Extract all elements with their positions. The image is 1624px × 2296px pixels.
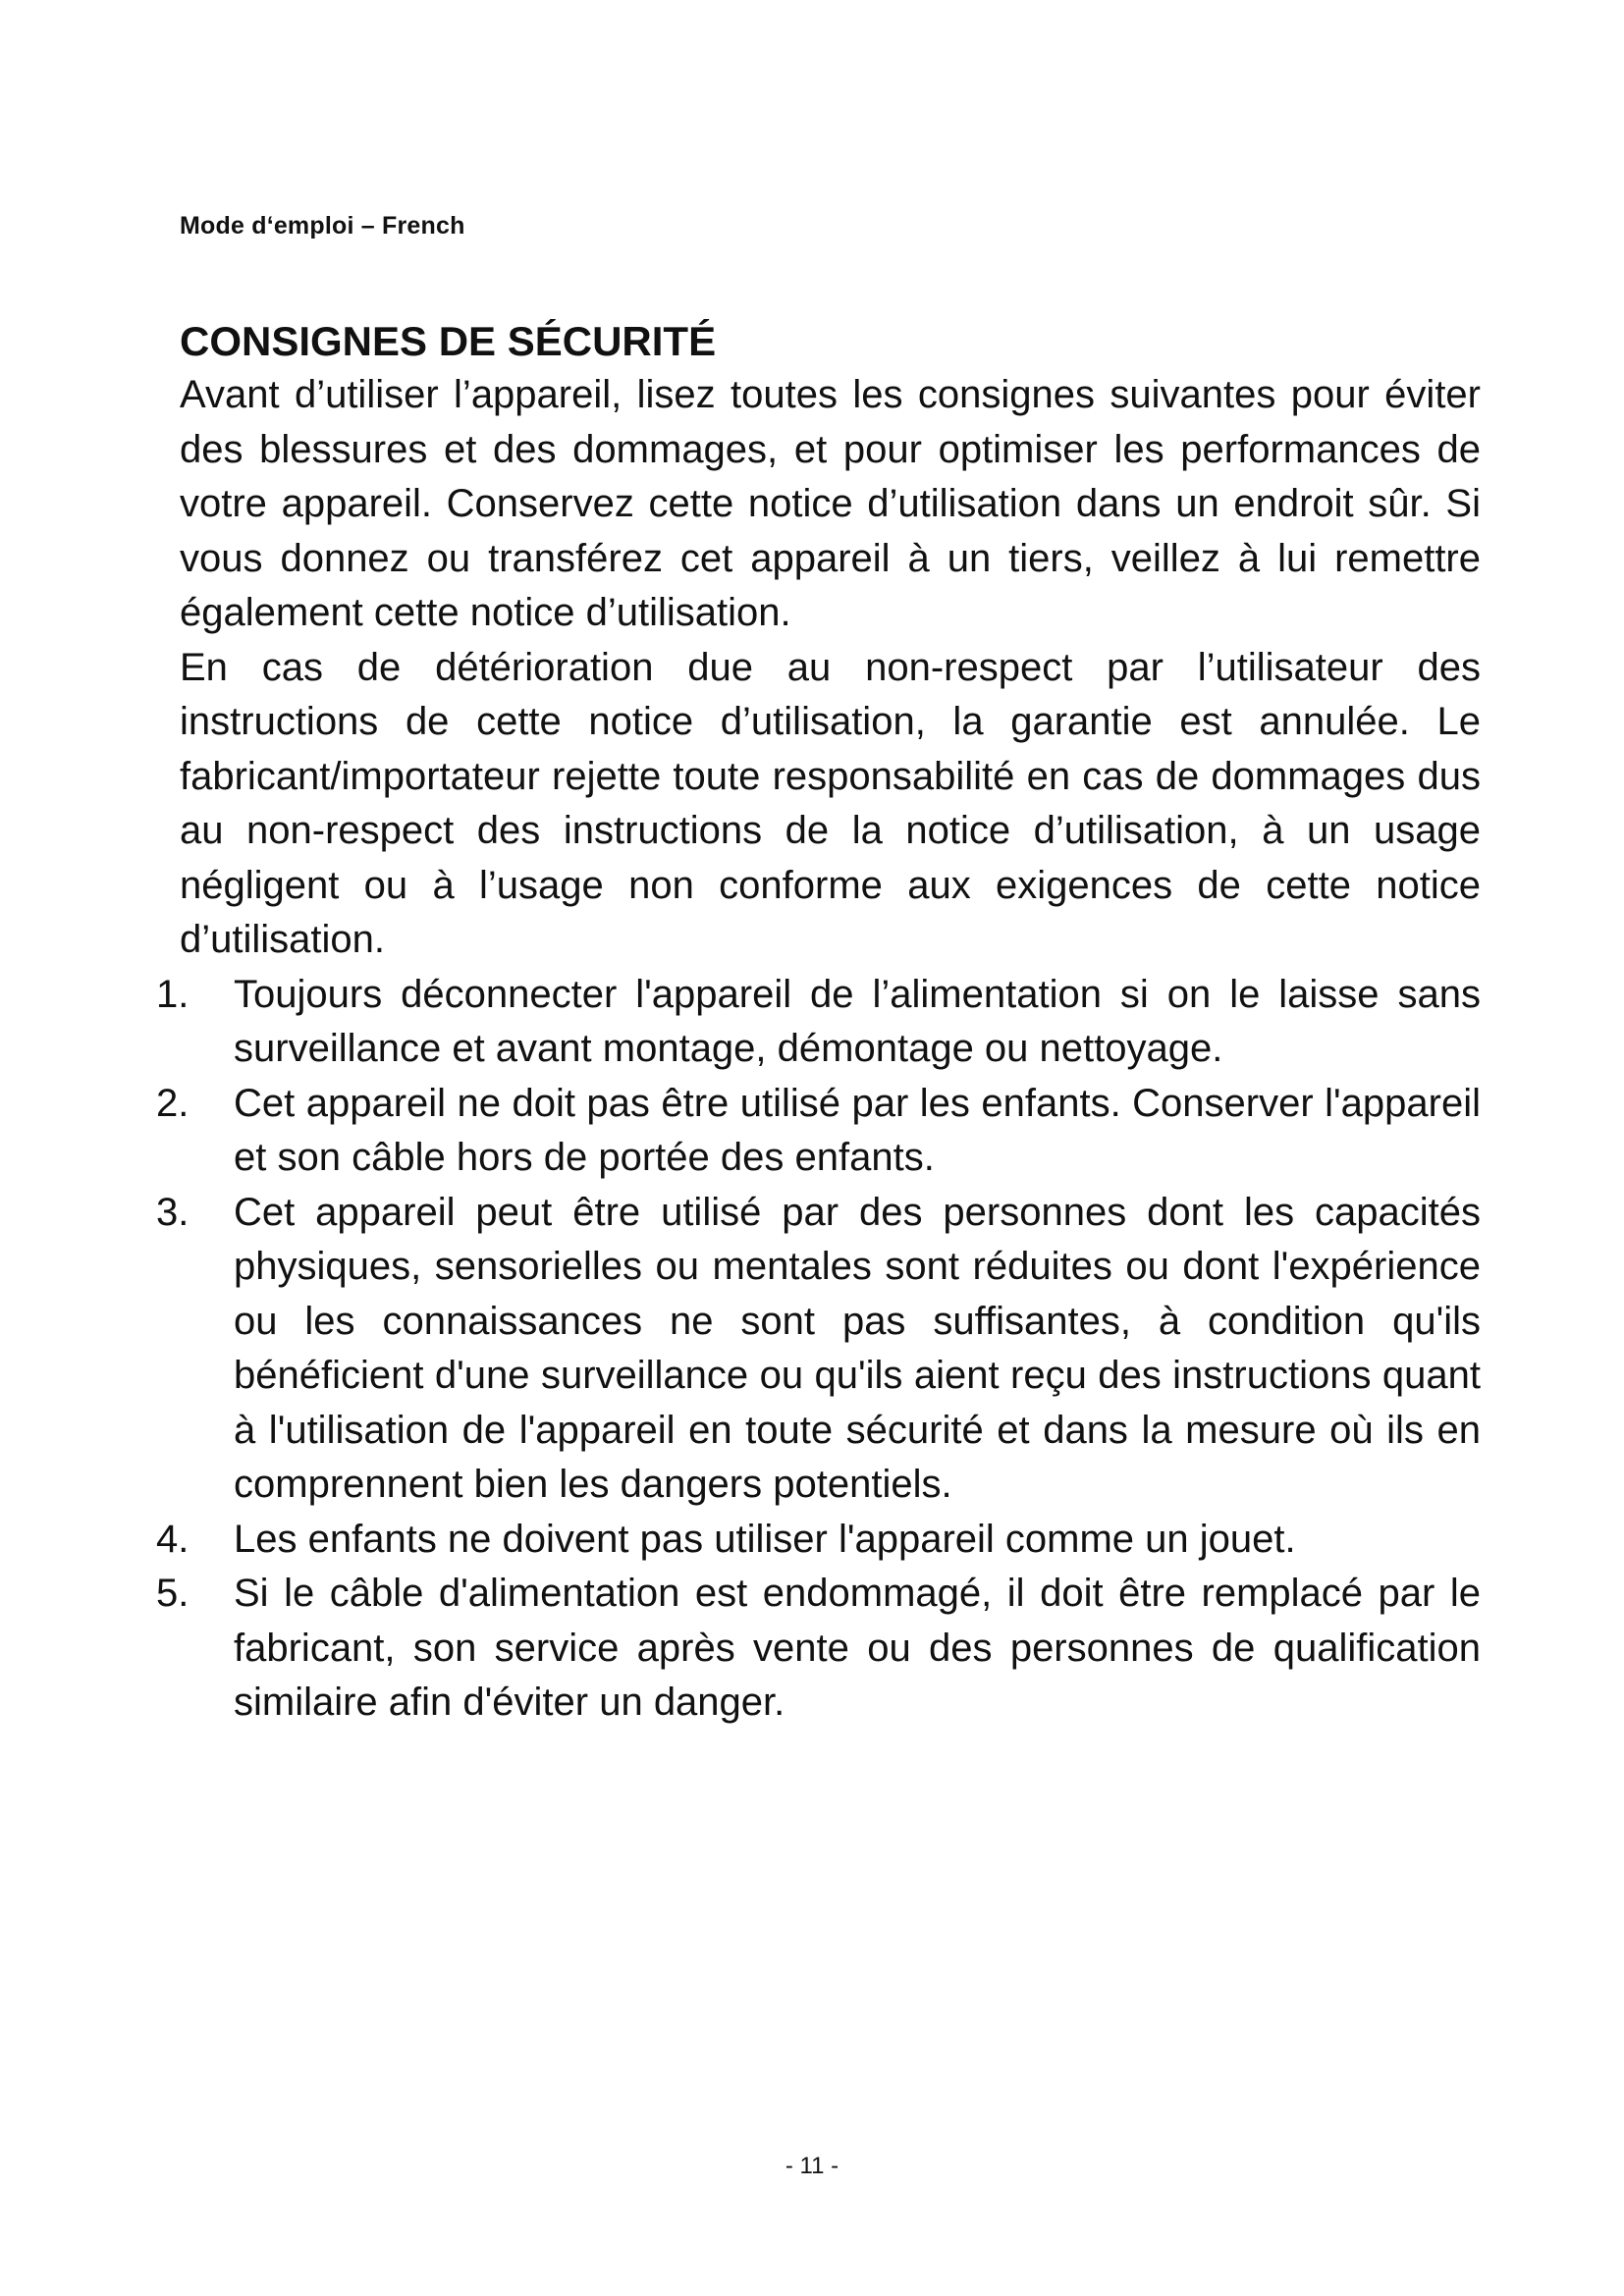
page-number: - 11 - [785,2153,839,2179]
list-item [156,968,1481,1077]
list-item [156,1077,1481,1186]
list-item-number: 1. [156,972,189,1016]
list-item-text: Toujours déconnecter l'appareil de l’alimentation si on le laisse sans surveillance et avant montage, démontage ou nettoyage. [234,972,1481,1070]
warranty-paragraph: En cas de détérioration due au non-respect par l’utilisateur des instructions de cette notice d’utilisation, la garantie est annulée. Le fabricant/importateur rejette toute responsabilité en cas de dommages dus au non-respect des instructions de la notice d’utilisation, à un usage négligent ou à l’usage non conforme aux exigences de cette notice d’utilisation. [180,645,1481,961]
section-title: CONSIGNES DE SÉCURITÉ [180,318,717,364]
list-item-number: 2. [156,1081,189,1125]
list-item [156,1567,1481,1731]
list-item-number: 5. [156,1572,189,1615]
safety-instructions-list [156,968,1481,1731]
list-item-text: Si le câble d'alimentation est endommagé, il doit être remplacé par le fabricant, son service après vente ou des personnes de qualification similaire afin d'éviter un danger. [234,1572,1481,1724]
list-item [156,1513,1481,1568]
document-header-label: Mode d‘emploi – French [180,212,465,240]
safety-section [156,314,1481,1731]
list-item-text: Les enfants ne doivent pas utiliser l'appareil comme un jouet. [234,1517,1296,1561]
list-item-number: 4. [156,1517,189,1561]
intro-paragraph: Avant d’utiliser l’appareil, lisez toutes les consignes suivantes pour éviter des blessures et des dommages, et pour optimiser les performances de votre appareil. Conservez cette notice d’utilisation dans un endroit sûr. Si vous donnez ou transférez cet appareil à un tiers, veillez à lui remettre également cette notice d’utilisation. [180,373,1481,634]
list-item-text: Cet appareil peut être utilisé par des personnes dont les capacités physiques, sensorielles ou mentales sont réduites ou dont l'expérience ou les connaissances ne sont pas suffisantes, à condition qu'ils bénéficient d'une surveillance ou qu'ils aient reçu des instructions quant à l'utilisation de l'appareil en toute sécurité et dans la mesure où ils en comprennent bien les dangers potentiels. [234,1190,1481,1506]
list-item-text: Cet appareil ne doit pas être utilisé par les enfants. Conserver l'appareil et son câble hors de portée des enfants. [234,1081,1481,1179]
list-item [156,1186,1481,1513]
list-item-number: 3. [156,1190,189,1234]
